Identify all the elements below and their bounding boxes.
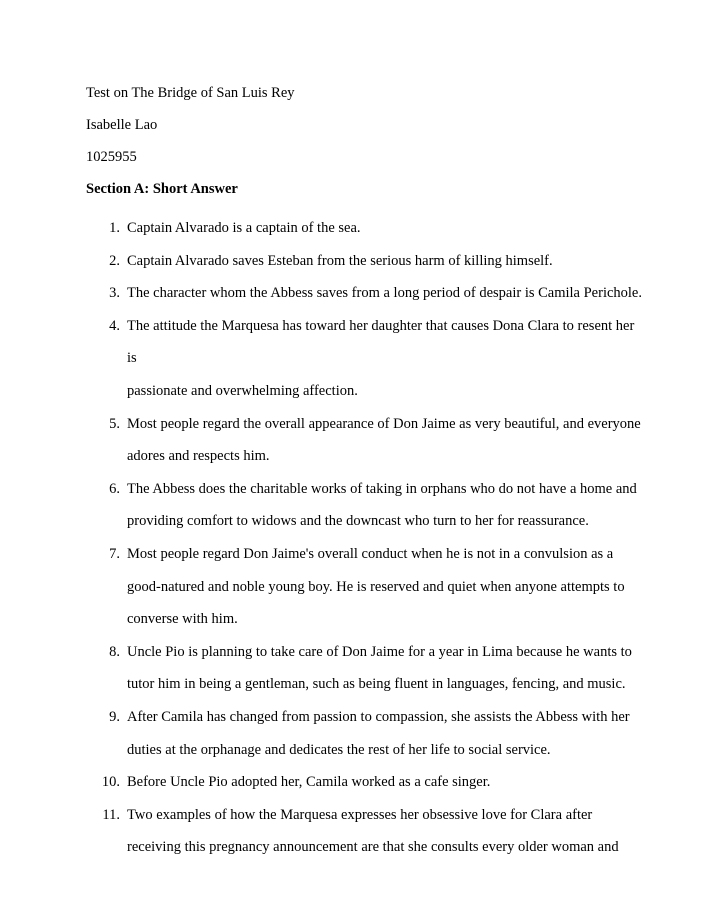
answer-number: 5. (109, 415, 120, 432)
answer-text-line: converse with him. (127, 611, 238, 628)
answer-text-line: good-natured and noble young boy. He is reserved and quiet when anyone attempts to (127, 578, 625, 595)
answer-number: 11. (102, 806, 120, 823)
student-id: 1025955 (86, 149, 137, 165)
answer-text-line: Most people regard the overall appearance of Don Jaime as very beautiful, and everyone (127, 415, 641, 432)
answer-item (86, 310, 646, 408)
answer-text-line: After Camila has changed from passion to compassion, she assists the Abbess with her (127, 708, 630, 725)
answer-number: 7. (109, 545, 120, 562)
answer-number: 1. (109, 220, 120, 236)
answer-text-line: The Abbess does the charitable works of taking in orphans who do not have a home and (127, 480, 637, 497)
answer-number: 2. (109, 252, 120, 269)
answer-text-line: Captain Alvarado is a captain of the sea. (127, 220, 361, 236)
section-heading: Section A: Short Answer (86, 181, 238, 197)
answer-number: 6. (109, 480, 120, 497)
answer-text-line: adores and respects him. (127, 448, 270, 465)
answer-item (86, 473, 646, 538)
answer-list (86, 212, 646, 864)
answer-text-line: tutor him in being a gentleman, such as being fluent in languages, fencing, and music. (127, 676, 626, 693)
answer-text-line: duties at the orphanage and dedicates the rest of her life to social service. (127, 741, 551, 758)
answer-text-line: The attitude the Marquesa has toward her daughter that causes Dona Clara to resent her is (127, 317, 635, 367)
answer-item (86, 408, 646, 473)
student-name: Isabelle Lao (86, 117, 158, 133)
answer-number: 4. (109, 317, 120, 334)
answer-text-line: receiving this pregnancy announcement are that she consults every older woman and (127, 839, 619, 856)
answer-number: 3. (109, 285, 120, 302)
answer-item (86, 538, 646, 636)
answer-text-line: Before Uncle Pio adopted her, Camila worked as a cafe singer. (127, 774, 491, 791)
answer-text-line: Uncle Pio is planning to take care of Don Jaime for a year in Lima because he wants to (127, 643, 632, 660)
answer-item (86, 799, 646, 864)
answer-text-line: Most people regard Don Jaime's overall conduct when he is not in a convulsion as a (127, 545, 614, 562)
answer-text-line: providing comfort to widows and the downcast who turn to her for reassurance. (127, 513, 589, 530)
answer-number: 8. (109, 643, 120, 660)
answer-item (86, 277, 646, 310)
answer-number: 9. (109, 708, 120, 725)
answer-number: 10. (101, 774, 120, 791)
answer-text-line: Captain Alvarado saves Esteban from the serious harm of killing himself. (127, 252, 553, 269)
answer-text-line: passionate and overwhelming affection. (127, 382, 358, 399)
answer-item (86, 766, 646, 799)
answer-text-line: Two examples of how the Marquesa expresses her obsessive love for Clara after (127, 806, 593, 823)
answer-item (86, 212, 646, 245)
answer-item (86, 701, 646, 766)
answer-item (86, 636, 646, 701)
answer-text-line: The character whom the Abbess saves from a long period of despair is Camila Perichole. (127, 285, 642, 302)
answer-item (86, 245, 646, 278)
document-title: Test on The Bridge of San Luis Rey (86, 85, 295, 101)
